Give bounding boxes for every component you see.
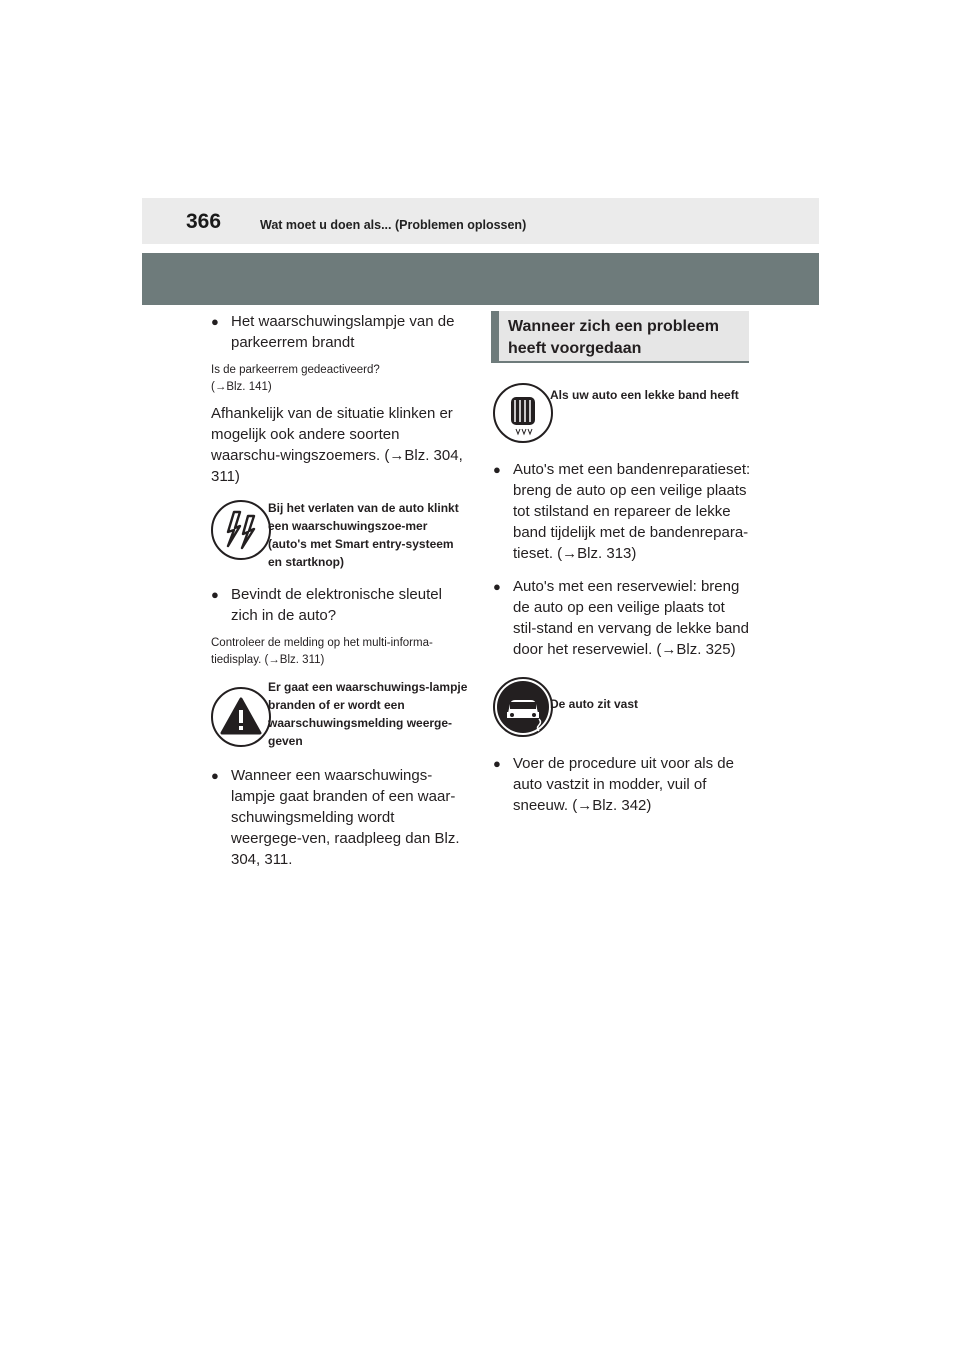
caption-flat-tire: Als uw auto een lekke band heeft <box>550 388 739 402</box>
right-column <box>493 383 751 816</box>
bullet-repair-kit: ● Auto's met een bandenreparatieset: breng de auto op een veilige plaats tot stilstand en repareer de lekke band tijdelijk met de bandenrepara-tieset. (→Blz. 313) <box>493 459 751 564</box>
warning-icon <box>211 687 271 747</box>
bullet-warning-light: ● Wanneer een waarschuwings-lampje gaat branden of een waar-schuwingsmelding wordt weergege-ven, raadpleeg dan Blz. 304, 311. <box>211 765 469 870</box>
bullet-key-inside: ● Bevindt de elektronische sleutel zich in de auto? <box>211 584 469 626</box>
page-header <box>142 198 819 244</box>
info-block-key <box>211 500 469 584</box>
bullet-stuck: ● Voer de procedure uit voor als de auto vastzit in modder, vuil of sneeuw. (→Blz. 342) <box>493 753 751 816</box>
page-number: 366 <box>186 210 222 233</box>
header-band <box>142 253 819 305</box>
flat-tire-icon <box>493 383 553 443</box>
caption-warning: Er gaat een waarschuwings-lampje branden of er wordt een waarschuwingsmelding weerge-geven <box>268 680 468 748</box>
paragraph-buzzers: Afhankelijk van de situatie klinken er mogelijk ook andere soorten waarschu-wingszoemers. (→Blz. 304, 311) <box>211 405 463 485</box>
buzzer-icon <box>211 500 271 560</box>
note-line: (→Blz. 141) <box>211 381 272 393</box>
info-block-flat-tire <box>493 383 751 439</box>
stuck-car-icon <box>493 677 553 737</box>
section-title: Wanneer zich een probleem heeft voorgedaan <box>508 318 720 357</box>
chapter-title: Wat moet u doen als... (Problemen oplossen) <box>260 218 527 232</box>
note-parking-brake <box>211 362 469 396</box>
left-column <box>211 311 469 870</box>
bullet-parking-brake: ● Het waarschuwingslampje van de parkeerrem brandt <box>211 311 469 353</box>
section-heading <box>491 311 749 363</box>
bullet-spare-wheel: ● Auto's met een reservewiel: breng de auto op een veilige plaats tot stil-stand en vervang de lekke band door het reservewiel. (→Blz. 325) <box>493 576 751 660</box>
caption-stuck: De auto zit vast <box>550 697 639 711</box>
note-line: Is de parkeerrem gedeactiveerd? <box>211 364 380 376</box>
caption-buzzer: Bij het verlaten van de auto klinkt een waarschuwingszoe-mer (auto's met Smart entry-systeem en startknop) <box>268 501 459 569</box>
note-multi-display: Controleer de melding op het multi-informa-tiedisplay. (→Blz. 311) <box>211 637 433 666</box>
info-block-stuck <box>493 677 751 733</box>
info-block-warning <box>211 679 469 765</box>
